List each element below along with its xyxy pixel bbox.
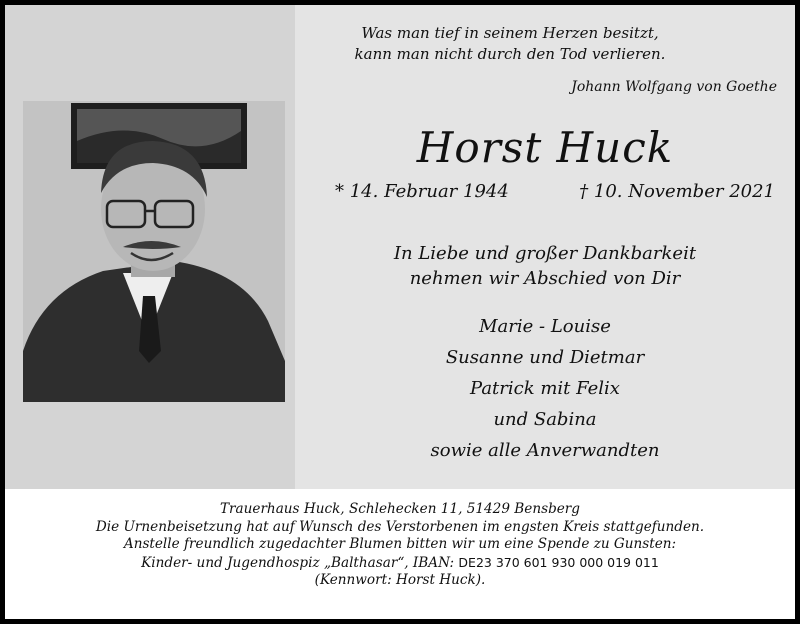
quote-line-2: kann man nicht durch den Tod verlieren. [354,45,666,63]
quote-author: Johann Wolfgang von Goethe [571,79,777,95]
farewell-text [295,241,795,291]
farewell-line-2: nehmen wir Abschied von Dir [409,268,681,289]
photo-panel [5,5,295,489]
hospice-name: Kinder- und Jugendhospiz „Balthasar“, IBAN: [141,554,455,571]
mourners-list [295,311,795,466]
donation-recipient [5,554,795,573]
death-date: † 10. November 2021 [579,181,775,202]
mourner-name: und Sabina [493,409,597,430]
mourning-house-address: Trauerhaus Huck, Schlehecken 11, 51429 Bensberg [219,501,581,517]
mourner-name: Patrick mit Felix [470,378,620,399]
mourner-name: Susanne und Dietmar [445,347,645,368]
footer-notice [5,501,795,590]
iban-number: DE23 370 601 930 000 019 011 [458,554,659,570]
mourner-name: sowie alle Anverwandten [430,440,660,461]
mourner-name: Marie - Louise [479,316,611,337]
portrait-photo [23,101,285,402]
donation-keyword: (Kennwort: Horst Huck). [314,572,486,588]
goethe-quote [295,23,725,65]
birth-date: * 14. Februar 1944 [335,181,509,202]
text-panel [295,5,795,489]
farewell-line-1: In Liebe und großer Dankbarkeit [393,243,697,264]
deceased-name: Horst Huck [416,123,674,172]
burial-note: Die Urnenbeisetzung hat auf Wunsch des Verstorbenen im engsten Kreis stattgefunden. [95,518,705,535]
donation-note: Anstelle freundlich zugedachter Blumen bitten wir um eine Spende zu Gunsten: [123,536,677,552]
quote-line-1: Was man tief in seinem Herzen besitzt, [361,24,659,42]
